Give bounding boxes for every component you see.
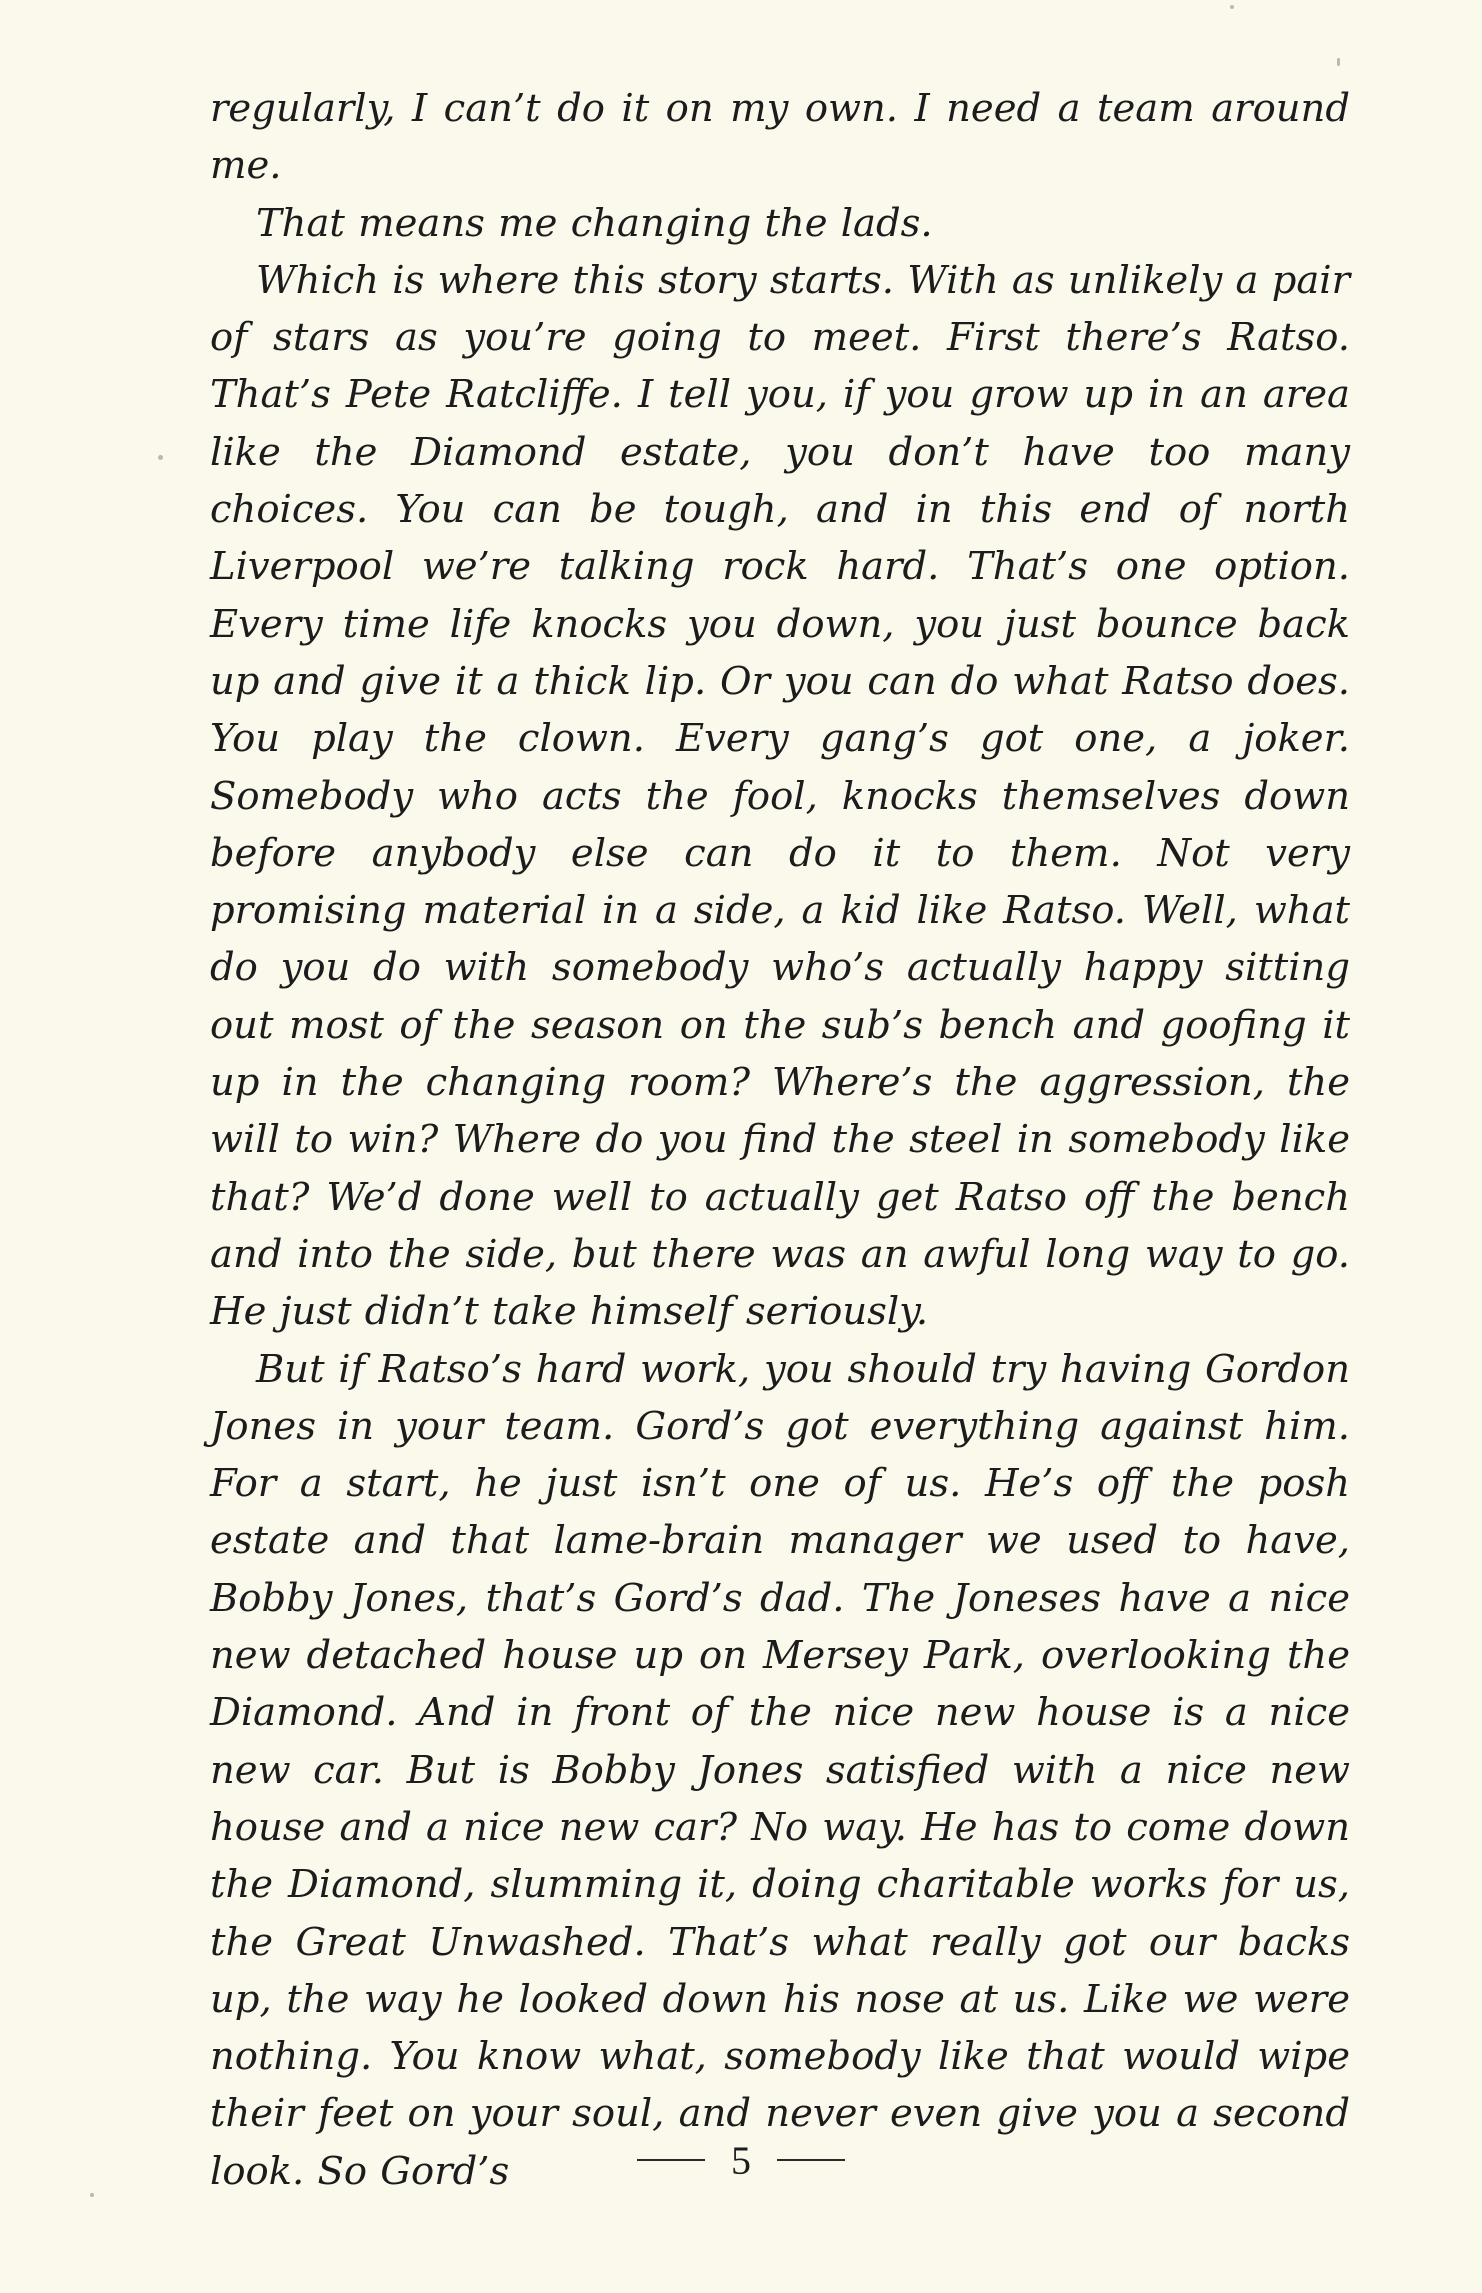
paper-speck — [1230, 5, 1234, 9]
folio-rule-left — [637, 2159, 705, 2161]
paragraph: Which is where this story starts. With as unlikely a pair of stars as you’re going to meet. First there’s Ratso. That’s Pete Ratcliffe. I tell you, if you grow up in an area like the Diamond estate, you don’t have too many choices. You can be tough, and in this end of north Liverpool we’re talking rock hard. That’s one option. Every time life knocks you down, you just bounce back up and give it a thick lip. Or you can do what Ratso does. You play the clown. Every gang’s got one, a joker. Somebody who acts the fool, knocks themselves down before anybody else can do it to them. Not very promising material in a side, a kid like Ratso. Well, what do you do with somebody who’s actually happy sitting out most of the season on the sub’s bench and goofing it up in the changing room? Where’s the aggression, the will to win? Where do you find the steel in somebody like that? We’d done well to actually get Ratso off the bench and into the side, but there was an awful long way to go. He just didn’t take himself seriously. — [210, 257, 1351, 1335]
paragraph-continued: regularly, I can’t do it on my own. I need a team around me. — [210, 86, 1350, 189]
paragraph: That means me changing the lads. — [256, 200, 933, 246]
paper-speck — [158, 455, 163, 460]
page-number: 5 — [731, 2137, 751, 2183]
page-folio — [0, 2130, 1482, 2190]
folio-rule-right — [777, 2159, 845, 2161]
paper-speck — [90, 2193, 94, 2197]
paper-speck — [1337, 58, 1340, 66]
body-text — [210, 80, 1350, 2200]
paragraph: But if Ratso’s hard work, you should try having Gordon Jones in your team. Gord’s got everything against him. For a start, he just isn’t one of us. He’s off the posh estate and that lame-brain manager we used to have, Bobby Jones, that’s Gord’s dad. The Joneses have a nice new detached house up on Mersey Park, overlooking the Diamond. And in front of the nice new house is a nice new car. But is Bobby Jones satisfied with a nice new house and a nice new car? No way. He has to come down the Diamond, slumming it, doing charitable works for us, the Great Unwashed. That’s what really got our backs up, the way he looked down his nose at us. Like we were nothing. You know what, somebody like that would wipe their feet on your soul, and never even give you a second look. So Gord’s — [210, 1346, 1350, 2194]
